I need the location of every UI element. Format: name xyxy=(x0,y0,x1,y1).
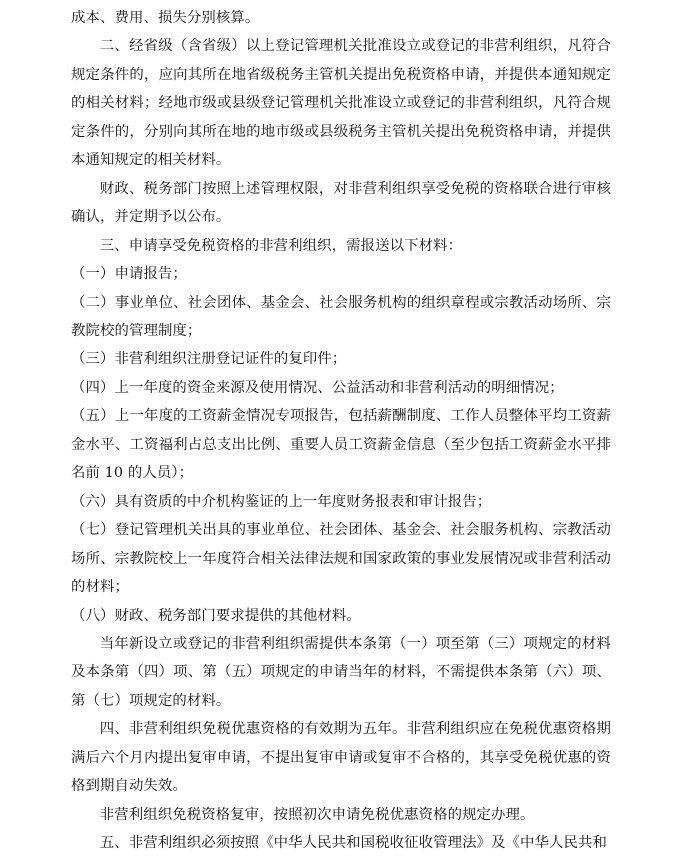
list-item-1: （一）申请报告； xyxy=(71,266,187,283)
paragraph-review-authority: 财政、税务部门按照上述管理权限，对非营利组织享受免税的资格联合进行审核确认，并定期予以公布。 xyxy=(71,180,611,226)
list-item-5: （五）上一年度的工资薪金情况专项报告，包括薪酬制度、工作人员整体平均工资薪金水平、工资福利占总支出比例、重要人员工资薪金信息（至少包括工资薪金水平排名前 10 的人员）； xyxy=(71,408,611,482)
paragraph-section-2: 二、经省级（含省级）以上登记管理机关批准设立或登记的非营利组织，凡符合规定条件的，应向其所在地省级税务主管机关提出免税资格申请，并提供本通知规定的相关材料；经地市级或县级登记管理机关批准设立或登记的非营利组织，凡符合规定条件的，分别向其所在地的地市级或县级税务主管机关提出免税资格申请，并提供本通知规定的相关材料。 xyxy=(71,38,611,169)
paragraph-section-4: 四、非营利组织免税优惠资格的有效期为五年。非营利组织应在免税优惠资格期满后六个月内提出复审申请，不提出复审申请或复审不合格的，其享受免税优惠的资格到期自动失效。 xyxy=(71,721,611,795)
list-item-3: （三）非营利组织注册登记证件的复印件； xyxy=(71,351,347,368)
paragraph-new-organizations: 当年新设立或登记的非营利组织需提供本条第（一）项至第（三）项规定的材料及本条第（四）项、第（五）项规定的申请当年的材料，不需提供本条第（六）项、第（七）项规定的材料。 xyxy=(71,635,611,709)
list-item-7: （七）登记管理机关出具的事业单位、社会团体、基金会、社会服务机构、宗教活动场所、宗教院校上一年度符合相关法律法规和国家政策的事业发展情况或非营利活动的材料； xyxy=(71,522,611,596)
document-page xyxy=(71,4,611,858)
list-item-2: （二）事业单位、社会团体、基金会、社会服务机构的组织章程或宗教活动场所、宗教院校的管理制度； xyxy=(71,294,611,339)
paragraph-section-5: 五、非营利组织必须按照《中华人民共和国税收征收管理法》及《中华人民共和 xyxy=(99,835,607,852)
paragraph-continuation: 成本、费用、损失分别核算。 xyxy=(71,10,260,26)
list-item-6: （六）具有资质的中介机构鉴证的上一年度财务报表和审计报告； xyxy=(71,493,492,510)
paragraph-section-3: 三、申请享受免税资格的非营利组织，需报送以下材料： xyxy=(99,237,463,254)
list-item-8: （八）财政、税务部门要求提供的其他材料。 xyxy=(71,607,361,624)
paragraph-renewal: 非营利组织免税资格复审，按照初次申请免税优惠资格的规定办理。 xyxy=(99,806,535,823)
list-item-4: （四）上一年度的资金来源及使用情况、公益活动和非营利活动的明细情况； xyxy=(71,379,564,396)
